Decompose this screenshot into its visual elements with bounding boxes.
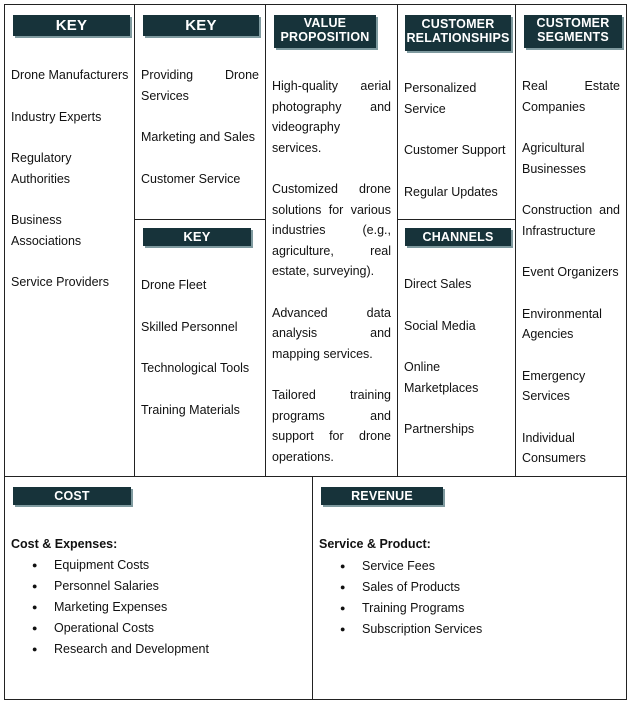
revenue-subtitle: Service & Product: xyxy=(319,537,431,551)
customer-relationships-title-line1: CUSTOMER xyxy=(421,17,495,31)
value-proposition-title-line2: PROPOSITION xyxy=(280,30,370,45)
list-item: ● Subscription Services xyxy=(319,619,614,640)
cost-structure-header: COST STRUCTURE xyxy=(13,487,131,505)
list-item: Direct Sales xyxy=(404,277,472,291)
list-item: ● Training Programs xyxy=(319,598,614,619)
key-resources-list xyxy=(141,275,261,441)
key-activities-cell xyxy=(134,4,266,220)
cost-structure-cell xyxy=(4,476,313,700)
cost-structure-subtitle: Cost & Expenses: xyxy=(11,537,118,551)
revenue-header: REVENUE xyxy=(321,487,443,505)
list-item: Individual Consumers xyxy=(522,430,586,465)
list-item: Event Organizers xyxy=(522,265,619,279)
customer-relationships-list xyxy=(404,78,510,223)
list-item: ● Research and Development xyxy=(11,639,301,660)
key-partners-header: KEY PARTNERS xyxy=(13,15,130,36)
list-item: Partnerships xyxy=(404,422,475,436)
list-item: ● Service Fees xyxy=(319,556,614,577)
list-item: Drone Manufacturers xyxy=(11,68,129,82)
customer-segments-title-line2: SEGMENTS xyxy=(537,30,609,45)
list-item: Advanced data analysis and mapping services. xyxy=(272,305,391,361)
list-item: ● Marketing Expenses xyxy=(11,597,301,618)
value-proposition-cell xyxy=(265,4,398,477)
value-proposition-title-line1: VALUE xyxy=(303,16,347,30)
key-activities-list xyxy=(141,65,259,210)
customer-segments-cell xyxy=(515,4,627,477)
list-item: Industry Experts xyxy=(11,109,102,124)
list-item: Marketing and Sales xyxy=(141,130,255,144)
list-item: ● Personnel Salaries xyxy=(11,576,301,597)
list-item: Environmental Agencies xyxy=(522,306,602,341)
list-item: Regulatory Authorities xyxy=(11,151,72,186)
list-item: Training Materials xyxy=(141,402,240,417)
list-item: Technological Tools xyxy=(141,361,250,375)
customer-relationships-cell xyxy=(397,4,516,220)
list-item: ● Equipment Costs xyxy=(11,555,301,576)
customer-segments-header xyxy=(524,15,622,48)
list-item: Regular Updates xyxy=(404,184,498,199)
list-item: ● Operational Costs xyxy=(11,618,301,639)
channels-cell xyxy=(397,219,516,477)
list-item: Drone Fleet xyxy=(141,278,207,292)
value-proposition-list xyxy=(272,76,391,488)
customer-segments-title-line1: CUSTOMER xyxy=(536,16,610,30)
key-resources-cell xyxy=(134,219,266,477)
cost-structure-list xyxy=(11,555,301,660)
revenue-cell xyxy=(312,476,627,700)
channels-header: CHANNELS xyxy=(405,228,511,246)
key-partners-cell xyxy=(4,4,135,477)
list-item: Online Marketplaces xyxy=(404,360,479,395)
customer-relationships-header xyxy=(405,15,511,51)
key-activities-header: KEY ACTIVITIES xyxy=(143,15,259,36)
list-item: Customer Service xyxy=(141,171,241,186)
list-item: Construction and Infrastructure xyxy=(522,203,620,238)
list-item: Business Associations xyxy=(11,213,82,248)
list-item: Agricultural Businesses xyxy=(522,141,586,176)
list-item: ● Sales of Products xyxy=(319,577,614,598)
list-item: Skilled Personnel xyxy=(141,319,238,334)
list-item: High-quality aerial photography and videography services. xyxy=(272,79,391,155)
list-item: Tailored training programs and support for drone operations. xyxy=(272,388,391,464)
list-item: Customer Support xyxy=(404,143,506,157)
channels-list xyxy=(404,274,510,461)
revenue-list xyxy=(319,556,614,640)
list-item: Service Providers xyxy=(11,275,109,289)
list-item: Customized drone solutions for various industries (e.g., agriculture, real estate, surveying). xyxy=(272,182,391,278)
customer-relationships-title-line2: RELATIONSHIPS xyxy=(406,31,510,46)
list-item: Emergency Services xyxy=(522,368,586,403)
value-proposition-header xyxy=(274,15,376,48)
list-item: Providing Drone Services xyxy=(141,68,259,103)
list-item: Social Media xyxy=(404,318,476,333)
list-item: Personalized Service xyxy=(404,81,477,116)
key-partners-list xyxy=(11,65,129,314)
key-resources-header: KEY RESOURCES xyxy=(143,228,251,246)
list-item: Real Estate Companies xyxy=(522,79,620,114)
customer-segments-list xyxy=(522,76,620,490)
